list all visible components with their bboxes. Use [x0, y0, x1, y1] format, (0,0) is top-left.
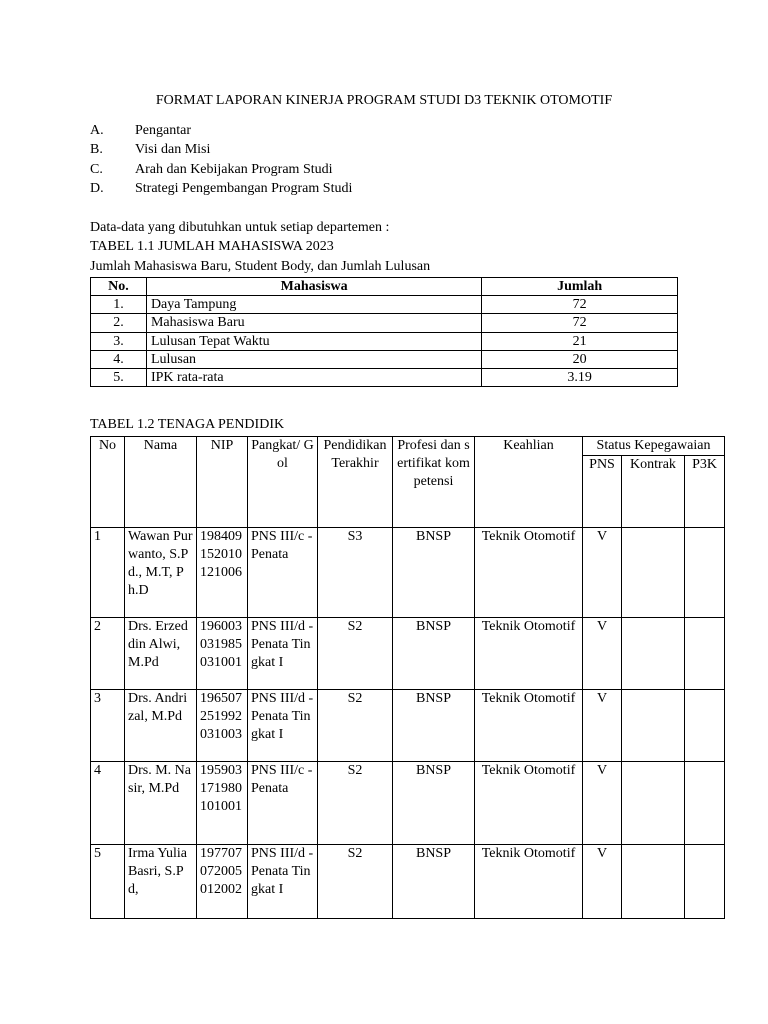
header-nip: NIP: [197, 437, 248, 528]
header-profesi: Profesi dan sertifikat kompetensi: [393, 437, 475, 528]
cell-mahasiswa: IPK rata-rata: [146, 369, 481, 387]
cell-no: 3.: [91, 332, 147, 350]
cell-mahasiswa: Lulusan Tepat Waktu: [146, 332, 481, 350]
table-row: [91, 350, 678, 368]
table2-caption: TABEL 1.2 TENAGA PENDIDIK: [90, 417, 285, 432]
outline-letter: A.: [90, 123, 104, 138]
table1-caption: TABEL 1.1 JUMLAH MAHASISWA 2023: [90, 239, 334, 255]
cell-kontrak: [622, 845, 685, 919]
table-row: [91, 618, 725, 690]
table-row: [91, 296, 678, 314]
outline-letter: B.: [90, 142, 103, 158]
cell-nip: 197707072005012002: [197, 845, 248, 919]
header-status: Status Kepegawaian: [583, 437, 725, 456]
cell-profesi: BNSP: [393, 528, 475, 618]
cell-p3k: [685, 528, 725, 618]
cell-no: 5.: [91, 369, 147, 387]
outline-list: [90, 121, 352, 198]
table-row: [91, 332, 678, 350]
cell-pendidikan: S2: [318, 618, 393, 690]
cell-no: 4: [91, 762, 125, 845]
header-mahasiswa: Mahasiswa: [146, 278, 481, 296]
cell-nip: 198409152010121006: [197, 528, 248, 618]
header-kontrak: Kontrak: [622, 456, 685, 528]
cell-pns: V: [583, 618, 622, 690]
table1-subcaption: Jumlah Mahasiswa Baru, Student Body, dan Jumlah Lulusan: [90, 258, 431, 274]
outline-item: [90, 140, 352, 159]
cell-keahlian: Teknik Otomotif: [475, 618, 583, 690]
cell-nip: 195903171980101001: [197, 762, 248, 845]
cell-jumlah: 20: [482, 350, 678, 368]
cell-nip: 196507251992031003: [197, 690, 248, 762]
cell-p3k: [685, 690, 725, 762]
cell-mahasiswa: Lulusan: [146, 350, 481, 368]
student-count-table: [90, 277, 678, 387]
table-header-row: [91, 278, 678, 296]
header-keahlian: Keahlian: [475, 437, 583, 528]
header-nama: Nama: [125, 437, 197, 528]
outline-item: [90, 160, 352, 179]
cell-keahlian: Teknik Otomotif: [475, 845, 583, 919]
lecturer-table: [90, 436, 725, 919]
table-row: [91, 690, 725, 762]
cell-pns: V: [583, 762, 622, 845]
cell-pangkat: PNS III/d - Penata Tingkat I: [248, 618, 318, 690]
cell-no: 2.: [91, 314, 147, 332]
cell-profesi: BNSP: [393, 618, 475, 690]
cell-kontrak: [622, 528, 685, 618]
header-no: No: [91, 437, 125, 528]
cell-profesi: BNSP: [393, 845, 475, 919]
outline-text: Visi dan Misi: [135, 142, 211, 158]
cell-no: 4.: [91, 350, 147, 368]
outline-text: Pengantar: [135, 123, 191, 138]
outline-text: Strategi Pengembangan Program Studi: [135, 180, 353, 196]
table-row: [91, 314, 678, 332]
cell-profesi: BNSP: [393, 762, 475, 845]
cell-nama: Drs. M. Nasir, M.Pd: [125, 762, 197, 845]
intro-text: Data-data yang dibutuhkan untuk setiap departemen :: [90, 220, 390, 235]
cell-p3k: [685, 618, 725, 690]
cell-keahlian: Teknik Otomotif: [475, 690, 583, 762]
cell-pangkat: PNS III/d - Penata Tingkat I: [248, 690, 318, 762]
cell-jumlah: 72: [482, 314, 678, 332]
header-pangkat: Pangkat/ Gol: [248, 437, 318, 528]
header-no: No.: [91, 278, 147, 296]
cell-keahlian: Teknik Otomotif: [475, 528, 583, 618]
cell-pns: V: [583, 690, 622, 762]
table-header-row: [91, 437, 725, 456]
table-row: [91, 528, 725, 618]
cell-no: 5: [91, 845, 125, 919]
cell-jumlah: 21: [482, 332, 678, 350]
intro-block: [90, 218, 430, 276]
document-title: FORMAT LAPORAN KINERJA PROGRAM STUDI D3 TEKNIK OTOMOTIF: [155, 93, 613, 108]
header-pendidikan: Pendidikan Terakhir: [318, 437, 393, 528]
header-p3k: P3K: [685, 456, 725, 528]
outline-text: Arah dan Kebijakan Program Studi: [135, 161, 333, 177]
cell-no: 1: [91, 528, 125, 618]
header-pns: PNS: [583, 456, 622, 528]
cell-nama: Wawan Purwanto, S.Pd., M.T, Ph.D: [125, 528, 197, 618]
table-row: [91, 762, 725, 845]
cell-no: 1.: [91, 296, 147, 314]
cell-no: 3: [91, 690, 125, 762]
cell-keahlian: Teknik Otomotif: [475, 762, 583, 845]
cell-pangkat: PNS III/c - Penata: [248, 528, 318, 618]
cell-pendidikan: S2: [318, 845, 393, 919]
table-row: [91, 845, 725, 919]
cell-kontrak: [622, 690, 685, 762]
cell-pendidikan: S3: [318, 528, 393, 618]
header-jumlah: Jumlah: [482, 278, 678, 296]
cell-nama: Drs. Erzeddin Alwi, M.Pd: [125, 618, 197, 690]
outline-item: [90, 179, 352, 198]
cell-pendidikan: S2: [318, 762, 393, 845]
cell-profesi: BNSP: [393, 690, 475, 762]
cell-pns: V: [583, 528, 622, 618]
cell-jumlah: 72: [482, 296, 678, 314]
outline-letter: D.: [90, 180, 104, 196]
cell-p3k: [685, 845, 725, 919]
cell-mahasiswa: Daya Tampung: [146, 296, 481, 314]
cell-no: 2: [91, 618, 125, 690]
cell-p3k: [685, 762, 725, 845]
table-row: [91, 369, 678, 387]
cell-nama: Drs. Andrizal, M.Pd: [125, 690, 197, 762]
cell-mahasiswa: Mahasiswa Baru: [146, 314, 481, 332]
cell-pns: V: [583, 845, 622, 919]
cell-jumlah: 3.19: [482, 369, 678, 387]
cell-pendidikan: S2: [318, 690, 393, 762]
cell-kontrak: [622, 618, 685, 690]
cell-nip: 196003031985031001: [197, 618, 248, 690]
outline-letter: C.: [90, 161, 103, 177]
cell-pangkat: PNS III/c - Penata: [248, 762, 318, 845]
cell-nama: Irma Yulia Basri, S.Pd,: [125, 845, 197, 919]
outline-item: [90, 121, 352, 140]
cell-kontrak: [622, 762, 685, 845]
cell-pangkat: PNS III/d - Penata Tingkat I: [248, 845, 318, 919]
